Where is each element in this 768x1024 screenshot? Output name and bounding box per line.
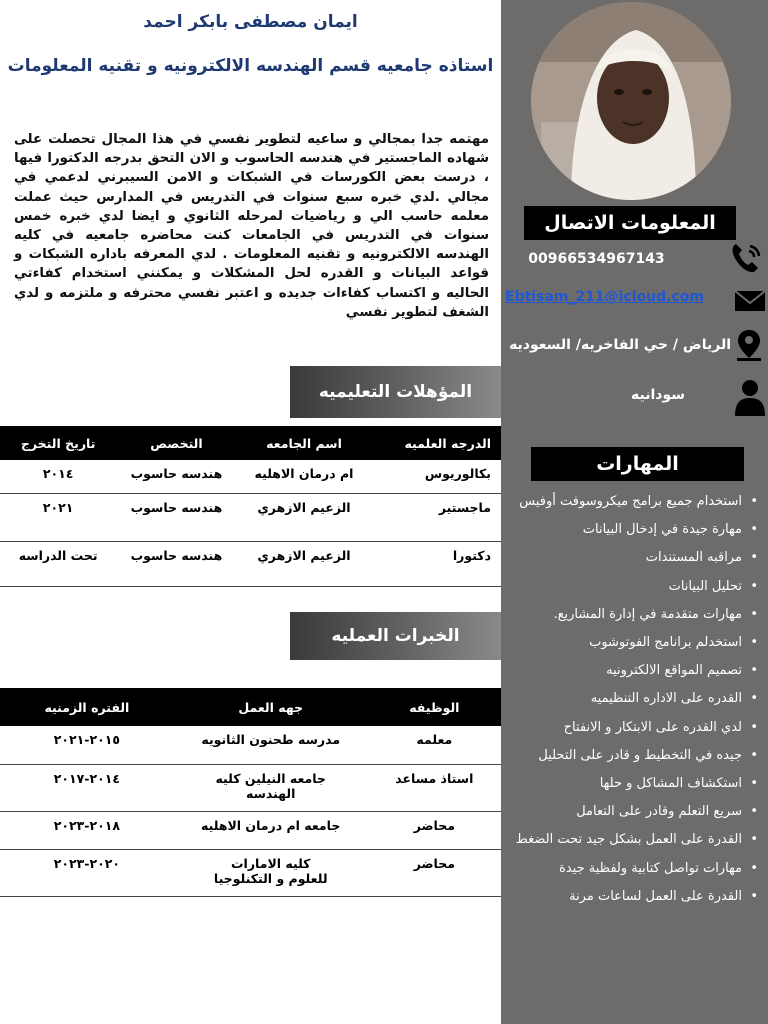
address: الرياض / حي الفاخريه/ السعوديه (509, 337, 731, 353)
table-cell: هندسه حاسوب (116, 541, 236, 586)
profile-photo (531, 2, 731, 200)
skill-item: • تحليل البيانات (505, 573, 760, 601)
skill-item: • القدره على الاداره التنظيميه (505, 685, 760, 713)
phone-number: 00966534967143 (528, 251, 665, 267)
nationality: سودانيه (631, 387, 685, 403)
table-row (0, 726, 501, 764)
table-cell: الزعيم الازهري (237, 541, 372, 586)
experience-header-row (0, 688, 501, 726)
skill-item: • القدرة على العمل بشكل جيد تحت الضغط (505, 826, 760, 854)
table-cell: تحت الدراسه (0, 541, 116, 586)
table-cell: الزعيم الازهري (237, 493, 372, 541)
table-cell: جامعه النيلين كليه الهندسه (174, 764, 368, 811)
table-cell: ماجستير (371, 493, 501, 541)
education-section-header: المؤهلات التعليميه (290, 366, 501, 418)
email-link[interactable]: Ebtisam_211@icloud.com (505, 289, 704, 305)
table-cell: مدرسه طحنون الثانويه (174, 726, 368, 764)
experience-section-header: الخبرات العمليه (290, 612, 501, 660)
table-cell: بكالوريوس (371, 460, 501, 493)
table-cell: جامعه ام درمان الاهليه (174, 811, 368, 849)
skill-item: • استكشاف المشاكل و حلها (505, 770, 760, 798)
table-cell: كليه الامارات للعلوم و التكنلوجيا (174, 849, 368, 896)
job-title: استاذه جامعيه قسم الهندسه الالكترونيه و تقنيه المعلومات (7, 56, 494, 76)
table-cell: معلمه (368, 726, 501, 764)
table-cell: ٢٠١٥-٢٠٢١ (0, 726, 174, 764)
education-header-row (0, 426, 501, 460)
table-row (0, 849, 501, 896)
skills-heading: المهارات (531, 447, 744, 481)
skill-item: • القدرة على العمل لساعات مرنة (505, 883, 760, 911)
table-cell: ٢٠١٤-٢٠١٧ (0, 764, 174, 811)
table-cell: دكتورا (371, 541, 501, 586)
skill-item: • استخدام جميع برامج ميكروسوفت أوفيس (505, 488, 760, 516)
skills-list (505, 488, 760, 911)
person-icon (733, 378, 767, 416)
table-cell: ٢٠١٤ (0, 460, 116, 493)
contact-heading: المعلومات الاتصال (524, 206, 736, 240)
table-cell: استاذ مساعد (368, 764, 501, 811)
skill-item: • سريع التعلم وقادر على التعامل (505, 798, 760, 826)
skill-item: • تصميم المواقع الالكترونيه (505, 657, 760, 685)
table-cell: ام درمان الاهليه (237, 460, 372, 493)
column-header: الدرجه العلميه (371, 426, 501, 460)
table-row (0, 493, 501, 541)
table-row (0, 541, 501, 586)
experience-table (0, 688, 501, 897)
column-header: جهه العمل (174, 688, 368, 726)
column-header: التخصص (116, 426, 236, 460)
skill-item: • مهارة جيدة في إدخال البيانات (505, 516, 760, 544)
table-cell: هندسه حاسوب (116, 460, 236, 493)
column-header: الوظيفه (368, 688, 501, 726)
table-cell: ٢٠٢١ (0, 493, 116, 541)
phone-icon (728, 240, 764, 276)
skill-item: • مهارات تواصل كتابية ولفظية جيدة (505, 855, 760, 883)
profile-summary: مهتمه جدا بمجالي و ساعيه لتطوير نفسي في هذا المجال تحصلت على شهاده الماجستير في هندسه الحاسوب و الان التحق بدرجه الدكتورا فيها ، درست بعض الكورسات في الشبكات و الامن السيبرني لدعمي في مجالي .لدي خبره سبع سنوات في التدريس في المدارس حيث عملت معلمه حاسب الي و رياضيات لمرحله الثانوي و ايضا لدي خبره خمس سنوات في التدريس في الجامعات كنت محاضره جامعيه في كليه الهندسه الالكترونيه و تقنيه المعلومات . لدي المعرفه باداره الشبكات و قواعد البيانات و القدره لحل المشكلات و يمكنني استخدام كفاءتي الحاليه و اكتساب كفاءات جديده و اعتبر نفسي محترفه و ملتزمه و لدي الشغف لتطوير نفسي (14, 132, 489, 320)
education-table (0, 426, 501, 587)
location-pin-icon (734, 328, 764, 362)
column-header: تاريخ التخرج (0, 426, 116, 460)
table-cell: هندسه حاسوب (116, 493, 236, 541)
table-row (0, 764, 501, 811)
table-row (0, 811, 501, 849)
skill-item: • جيده في التخطيط و قادر على التحليل (505, 742, 760, 770)
column-header: الفتره الزمنيه (0, 688, 174, 726)
table-row (0, 460, 501, 493)
envelope-icon (734, 290, 766, 312)
skill-item: • مهارات متقدمة في إدارة المشاريع. (505, 601, 760, 629)
table-cell: محاضر (368, 849, 501, 896)
table-cell: ٢٠١٨-٢٠٢٣ (0, 811, 174, 849)
table-cell: ٢٠٢٠-٢٠٢٣ (0, 849, 174, 896)
column-header: اسم الجامعه (237, 426, 372, 460)
skill-item: • استخدلم برانامج الفوتوشوب (505, 629, 760, 657)
skill-item: • لدي القدره على الابتكار و الانفتاح (505, 714, 760, 742)
table-cell: محاضر (368, 811, 501, 849)
skill-item: • مراقبه المستندات (505, 544, 760, 572)
person-name: ايمان مصطفى بابكر احمد (143, 12, 358, 32)
